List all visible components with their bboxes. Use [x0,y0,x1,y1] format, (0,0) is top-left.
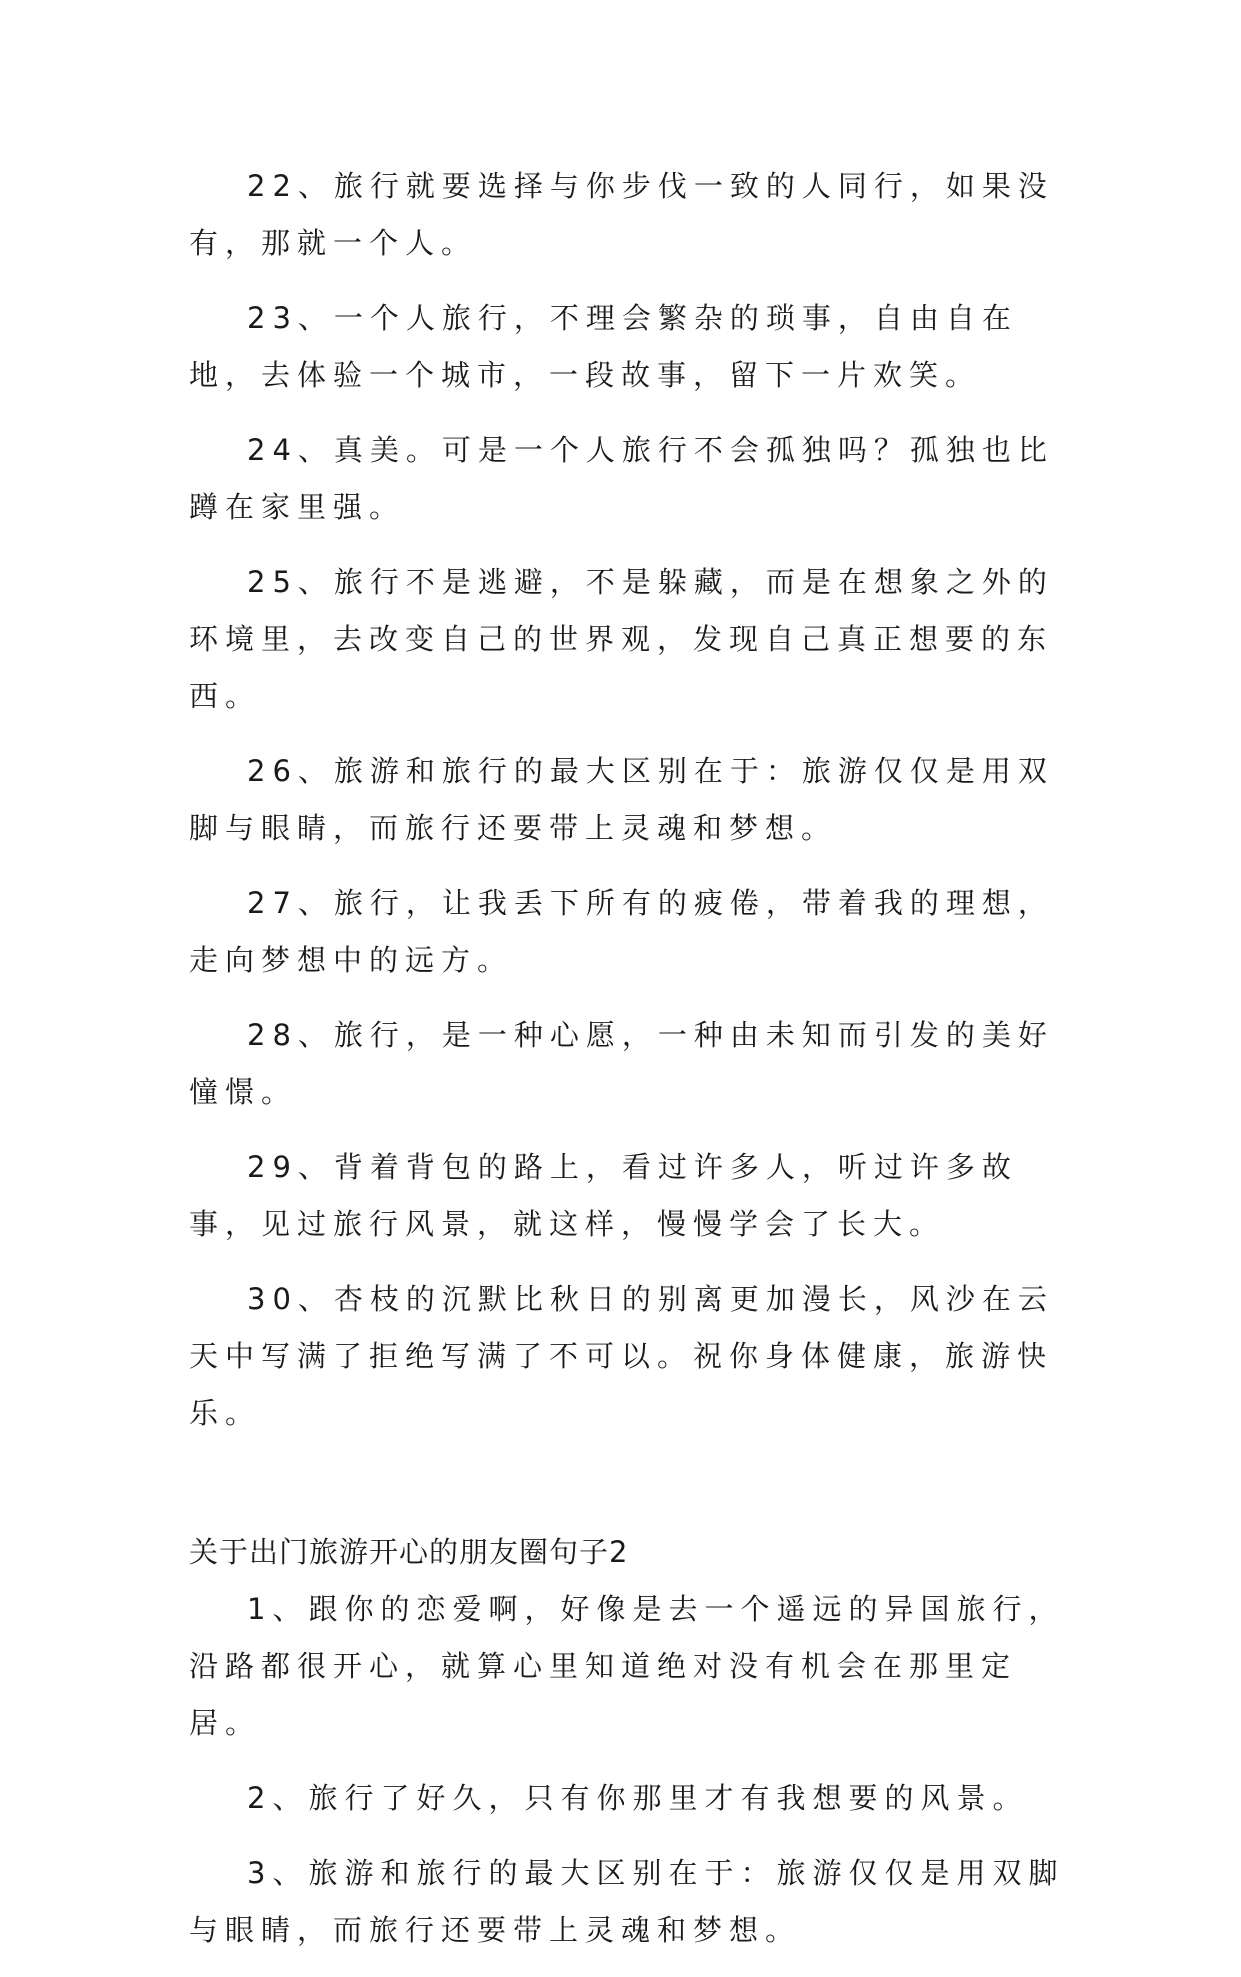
paragraph-25: 25、旅行不是逃避，不是躲藏，而是在想象之外的环境里，去改变自己的世界观，发现自己真正想要的东西。 [189,565,1054,713]
paragraph-2-3: 3、旅游和旅行的最大区别在于：旅游仅仅是用双脚与眼睛，而旅行还要带上灵魂和梦想。 [189,1856,1065,1947]
section-heading: 关于出门旅游开心的朋友圈句子2 [189,1535,629,1569]
paragraph-2-1: 1、跟你的恋爱啊，好像是去一个遥远的异国旅行，沿路都很开心，就算心里知道绝对没有机会在那里定居。 [189,1592,1065,1740]
paragraph-26: 26、旅游和旅行的最大区别在于：旅游仅仅是用双脚与眼睛，而旅行还要带上灵魂和梦想。 [189,754,1054,845]
paragraph-30: 30、杏枝的沉默比秋日的别离更加漫长，风沙在云天中写满了拒绝写满了不可以。祝你身体健康，旅游快乐。 [189,1282,1054,1430]
paragraph-22: 22、旅行就要选择与你步伐一致的人同行，如果没有，那就一个人。 [189,169,1054,260]
paragraph-28: 28、旅行，是一种心愿，一种由未知而引发的美好憧憬。 [189,1018,1054,1109]
paragraph-2-2: 2、旅行了好久，只有你那里才有我想要的风景。 [247,1781,1029,1815]
paragraph-24: 24、真美。可是一个人旅行不会孤独吗？孤独也比蹲在家里强。 [189,433,1054,524]
document-body [189,158,1069,1977]
paragraph-23: 23、一个人旅行，不理会繁杂的琐事，自由自在地，去体验一个城市，一段故事，留下一片欢笑。 [189,301,1018,392]
paragraph-29: 29、背着背包的路上，看过许多人，听过许多故事，见过旅行风景，就这样，慢慢学会了长大。 [189,1150,1018,1241]
paragraph-27: 27、旅行，让我丢下所有的疲倦，带着我的理想，走向梦想中的远方。 [189,886,1054,977]
